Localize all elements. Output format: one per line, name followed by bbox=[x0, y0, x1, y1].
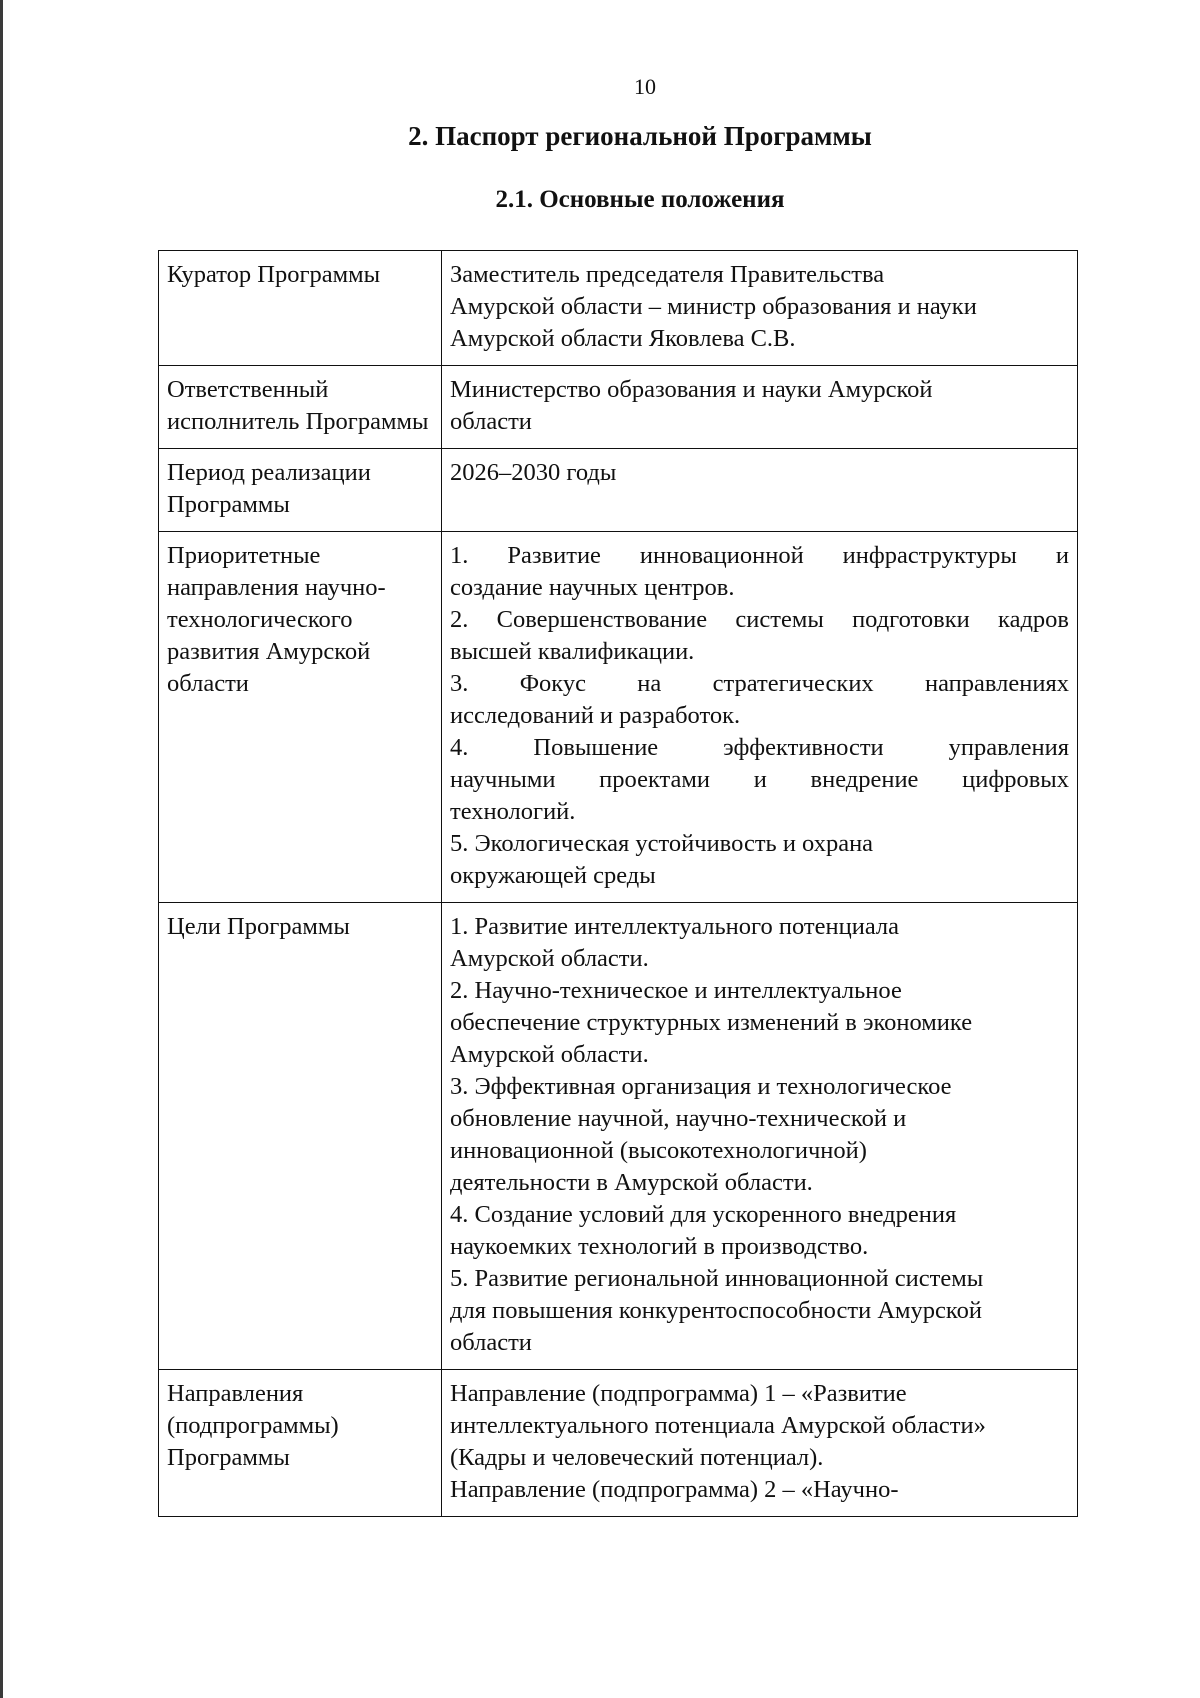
value-line: 3. Фокус на стратегических направлениях bbox=[450, 670, 1069, 697]
program-passport-table bbox=[158, 250, 1078, 1517]
row-value bbox=[442, 366, 1078, 449]
value-line: области bbox=[450, 408, 532, 435]
value-line: исследований и разработок. bbox=[450, 702, 741, 729]
value-line: 1. Развитие инновационной инфраструктуры и bbox=[450, 542, 1069, 569]
table-row-priorities bbox=[159, 532, 1078, 903]
table-row-executor bbox=[159, 366, 1078, 449]
value-line: Направление (подпрограмма) 1 – «Развитие bbox=[450, 1380, 907, 1407]
page-number: 10 bbox=[634, 74, 656, 99]
row-label: Цели Программы bbox=[159, 903, 442, 1370]
value-line: Амурской области – министр образования и науки bbox=[450, 293, 977, 320]
value-line: Амурской области Яковлева С.В. bbox=[450, 325, 796, 352]
value-line: деятельности в Амурской области. bbox=[450, 1169, 813, 1196]
value-line: наукоемких технологий в производство. bbox=[450, 1233, 869, 1260]
section-subtitle: 2.1. Основные положения bbox=[495, 186, 785, 213]
row-value bbox=[442, 449, 1078, 532]
value-line: инновационной (высокотехнологичной) bbox=[450, 1137, 867, 1164]
row-value bbox=[442, 532, 1078, 903]
row-value bbox=[442, 251, 1078, 366]
page-left-edge bbox=[0, 0, 3, 1698]
value-line: 5. Развитие региональной инновационной системы bbox=[450, 1265, 984, 1292]
row-label: Приоритетные направления научно-технологического развития Амурской области bbox=[159, 532, 442, 903]
value-line: (Кадры и человеческий потенциал). bbox=[450, 1444, 824, 1471]
table-row-curator bbox=[159, 251, 1078, 366]
value-line: Амурской области. bbox=[450, 1041, 649, 1068]
value-line: Амурской области. bbox=[450, 945, 649, 972]
value-line: интеллектуального потенциала Амурской области» bbox=[450, 1412, 986, 1439]
value-line: 2. Совершенствование системы подготовки кадров bbox=[450, 606, 1069, 633]
value-line: 4. Повышение эффективности управления bbox=[450, 734, 1069, 761]
row-label: Период реализации Программы bbox=[159, 449, 442, 532]
value-line: высшей квалификации. bbox=[450, 638, 695, 665]
value-line: Министерство образования и науки Амурской bbox=[450, 376, 933, 403]
value-line: 1. Развитие интеллектуального потенциала bbox=[450, 913, 900, 940]
value-line: области bbox=[450, 1329, 532, 1356]
table-row-period bbox=[159, 449, 1078, 532]
value-line: технологий. bbox=[450, 798, 576, 825]
value-line: 5. Экологическая устойчивость и охрана bbox=[450, 830, 874, 857]
value-line: создание научных центров. bbox=[450, 574, 735, 601]
value-line: обеспечение структурных изменений в экономике bbox=[450, 1009, 973, 1036]
value-line: окружающей среды bbox=[450, 862, 656, 889]
value-line: для повышения конкурентоспособности Амурской bbox=[450, 1297, 982, 1324]
value-line: обновление научной, научно-технической и bbox=[450, 1105, 907, 1132]
value-line: научными проектами и внедрение цифровых bbox=[450, 766, 1069, 793]
value-line: 2. Научно-техническое и интеллектуальное bbox=[450, 977, 902, 1004]
row-label: Куратор Программы bbox=[159, 251, 442, 366]
value-line: 2026–2030 годы bbox=[450, 459, 617, 486]
value-line: 4. Создание условий для ускоренного внедрения bbox=[450, 1201, 957, 1228]
value-line: 3. Эффективная организация и технологическое bbox=[450, 1073, 952, 1100]
row-label: Направления (подпрограммы) Программы bbox=[159, 1370, 442, 1517]
page-title: 2. Паспорт региональной Программы bbox=[408, 121, 872, 151]
table-row-directions bbox=[159, 1370, 1078, 1517]
row-label: Ответственный исполнитель Программы bbox=[159, 366, 442, 449]
value-line: Заместитель председателя Правительства bbox=[450, 261, 885, 288]
table-row-goals bbox=[159, 903, 1078, 1370]
row-value bbox=[442, 903, 1078, 1370]
row-value bbox=[442, 1370, 1078, 1517]
value-line: Направление (подпрограмма) 2 – «Научно- bbox=[450, 1476, 899, 1503]
